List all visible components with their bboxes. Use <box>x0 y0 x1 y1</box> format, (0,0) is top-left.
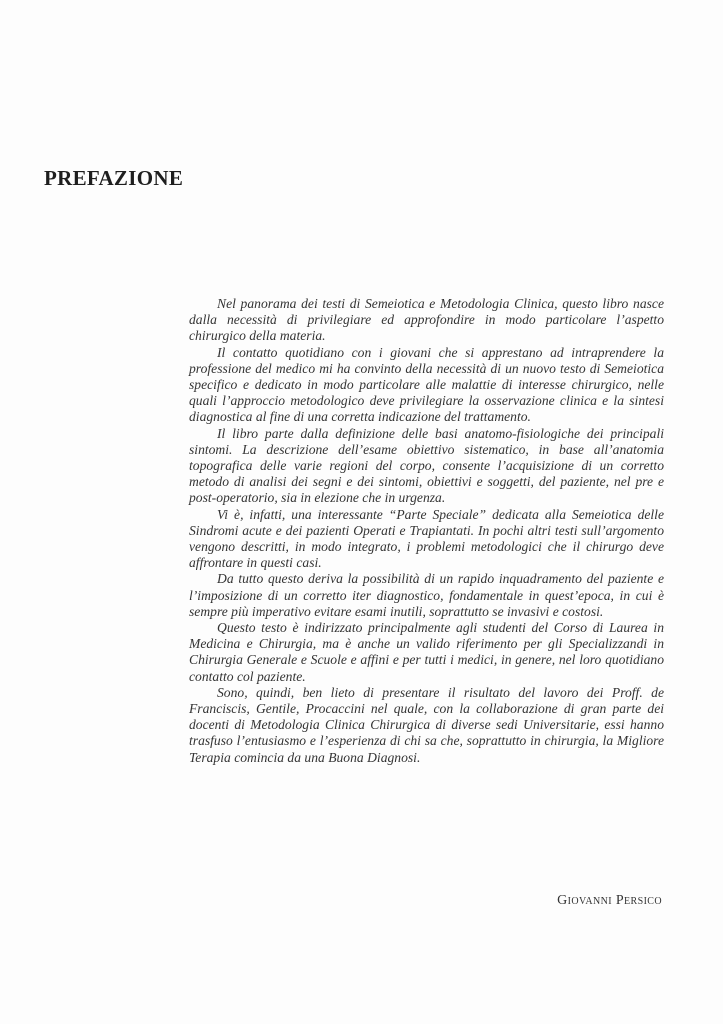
paragraph-2: Il contatto quotidiano con i giovani che si apprestano ad intraprendere la professione del medico mi ha convinto della necessità di un nuovo testo di Semeiotica specifico e dedicato in modo particolare alle malattie di interesse chirurgico, nelle quali l’approccio metodologico deve privilegiare la osservazione clinica e la sintesi diagnostica al fine di una corretta indicazione del trattamento. <box>189 344 664 425</box>
page-title: PREFAZIONE <box>44 166 184 190</box>
paragraph-1: Nel panorama dei testi di Semeiotica e Metodologia Clinica, questo libro nasce dalla necessità di privilegiare ed approfondire in modo particolare l’aspetto chirurgico della materia. <box>189 296 664 344</box>
paragraph-7: Sono, quindi, ben lieto di presentare il risultato del lavoro dei Proff. de Franciscis, Gentile, Procaccini nel quale, con la collaborazione di gran parte dei docenti di Metodologia Clinica Chirurgica di diverse sedi Universitarie, essi hanno trasfuso l’entusiasmo e l’esperienza di chi sa che, soprattutto in chirurgia, la Migliore Terapia comincia da una Buona Diagnosi. <box>189 684 664 765</box>
paragraph-3: Il libro parte dalla definizione delle basi anatomo-fisiologiche dei principali sintomi. La descrizione dell’esame obiettivo sistematico, in base all’anatomia topografica delle varie regioni del corpo, consente l’acquisizione di un corretto metodo di analisi dei segni e dei sintomi, obiettivi e soggetti, del paziente, nel pre e post-operatorio, sia in elezione che in urgenza. <box>189 425 664 506</box>
paragraph-5: Da tutto questo deriva la possibilità di un rapido inquadramento del paziente e l’imposizione di un corretto iter diagnostico, fondamentale in quest’epoca, in cui è sempre più imperativo evitare esami inutili, soprattutto se invasivi e costosi. <box>189 571 664 619</box>
preface-body <box>189 296 664 766</box>
author-signature: Giovanni Persico <box>557 893 662 908</box>
paragraph-4: Vi è, infatti, una interessante “Parte Speciale” dedicata alla Semeiotica delle Sindromi acute e dei pazienti Operati e Trapiantati. In pochi altri testi sull’argomento vengono descritti, in modo integrato, i problemi metodologici che il chirurgo deve affrontare in questi casi. <box>189 506 664 571</box>
paragraph-6: Questo testo è indirizzato principalmente agli studenti del Corso di Laurea in Medicina e Chirurgia, ma è anche un valido riferimento per gli Specializzandi in Chirurgia Generale e Scuole e affini e per tutti i medici, in genere, nel loro quotidiano contatto col paziente. <box>189 620 664 684</box>
